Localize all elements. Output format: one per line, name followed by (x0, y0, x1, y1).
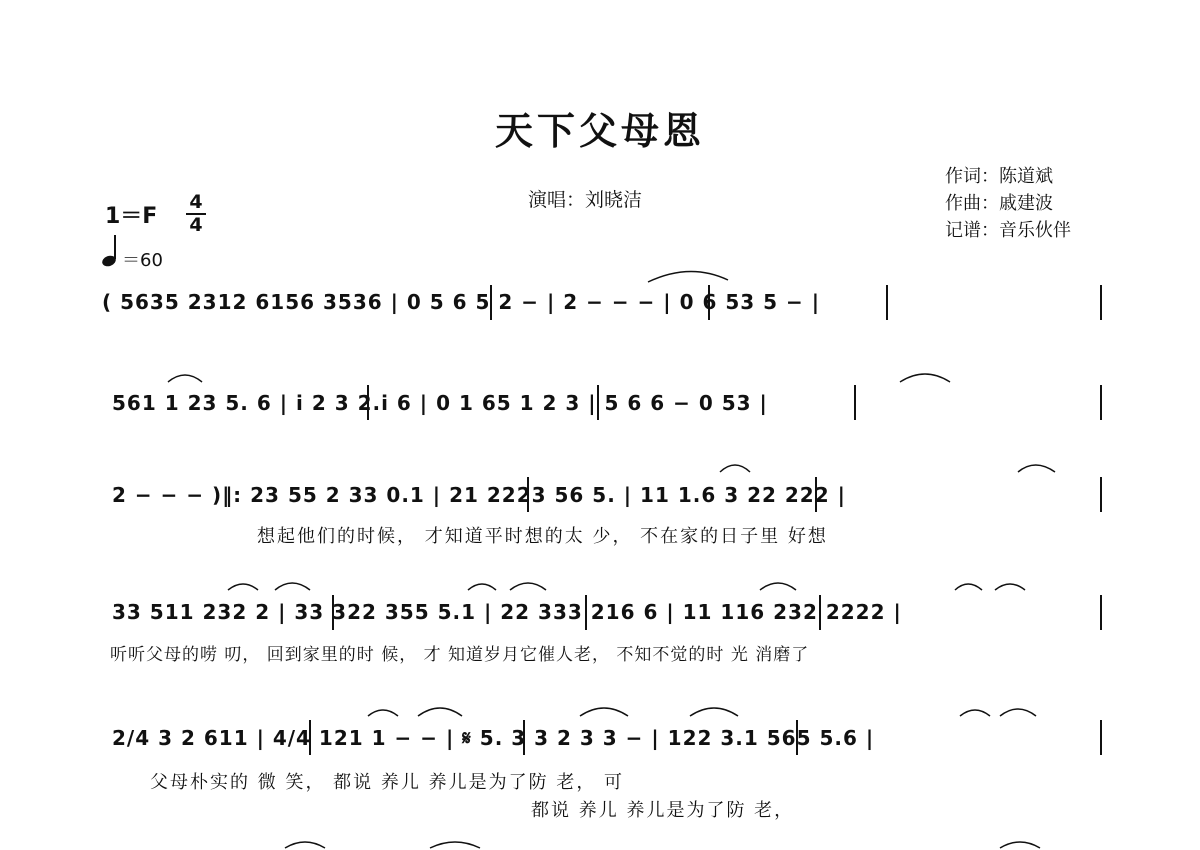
notation-row-1: ( 5635 2312 6156 3536 | 0 5 6 5 2 − | 2 − − − | 0 6 53 5 − | (102, 290, 821, 314)
transcriber-credit: 记谱：音乐伙伴 (945, 220, 1071, 241)
singer-credit: 演唱：刘晓洁 (528, 189, 643, 211)
notation-row-2: 561 1 23 5. 6 | i 2 3 2.i 6 | 0 1 65 1 2 3 | 5 6 6 − 0 53 | (112, 391, 768, 415)
lyric-row-5: 父母朴实的 微 笑， 都说 养儿 养儿是为了防 老， 可 (150, 772, 625, 793)
time-signature-bottom: 4 (189, 214, 203, 236)
lyric-row-5-verse-2: 都说 养儿 养儿是为了防 老， (531, 800, 795, 821)
notation-row-3: 2 − − − )‖: 23 55 2 33 0.1 | 21 2223 56 5. | 11 1.6 3 22 222 | (112, 483, 846, 507)
notation-row-4: 33 511 232 2 | 33 322 355 5.1 | 22 333 216 6 | 11 116 232 2222 | (112, 600, 902, 624)
time-signature-top: 4 (189, 191, 203, 213)
lyric-row-3: 想起他们的时候， 才知道平时想的太 少， 不在家的日子里 好想 (257, 526, 828, 547)
song-title: 天下父母恩 (494, 108, 705, 153)
lyricist-credit: 作词：陈道斌 (945, 166, 1053, 187)
composer-credit: 作曲：戚建波 (945, 193, 1053, 214)
lyric-row-4: 听听父母的唠 叨， 回到家里的时 候， 才 知道岁月它催人老， 不知不觉的时 光 消磨了 (110, 645, 810, 665)
tempo-marking: ＝60 (122, 250, 163, 271)
key-signature: 1＝F (105, 204, 158, 229)
notation-row-5: 2/4 3 2 611 | 4/4 121 1 − − | 𝄋 5. 3 3 2 3 3 − | 122 3.1 565 5.6 | (112, 726, 875, 750)
